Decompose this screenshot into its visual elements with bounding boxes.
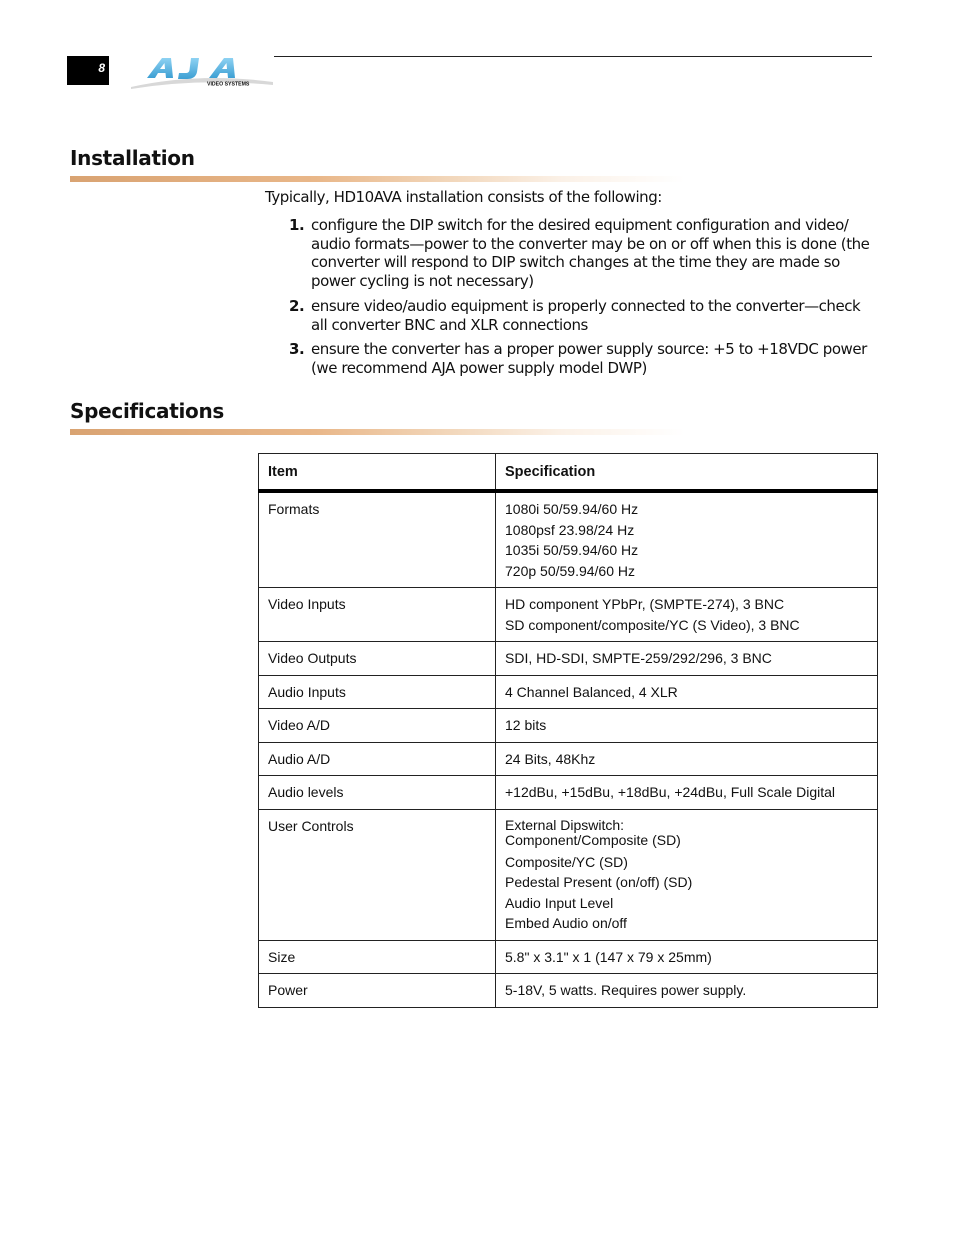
table-row — [259, 588, 878, 642]
table-row — [259, 709, 878, 743]
installation-divider — [70, 176, 685, 182]
spec-value-cell — [496, 742, 878, 776]
step-text: configure the DIP switch for the desired equipment configuration and video/ audio formats—power to the converter may be on or off when this is done (the converter will respond to DIP switch changes at the time they are made so power cycling is not necessary) — [311, 216, 870, 291]
installation-intro: Typically, HD10AVA installation consists of the following: — [265, 188, 662, 206]
spec-value-cell — [496, 491, 878, 588]
table-body — [259, 491, 878, 1007]
step-number: 3. — [289, 340, 305, 359]
spec-value-cell — [496, 588, 878, 642]
step-number: 2. — [289, 296, 305, 315]
table-row — [259, 675, 878, 709]
spec-item-cell — [259, 742, 496, 776]
spec-value: SDI, HD-SDI, SMPTE-259/292/296, 3 BNC — [505, 650, 772, 666]
table-row — [259, 642, 878, 676]
spec-item: Audio Inputs — [268, 683, 346, 700]
step-text: ensure video/audio equipment is properly connected to the converter—check all converter BNC and XLR connections — [311, 296, 861, 334]
spec-item: Video Inputs — [268, 596, 346, 612]
spec-value: 1080i 50/59.94/60 Hz — [505, 501, 639, 517]
spec-item-cell — [259, 491, 496, 588]
spec-item: Power — [268, 982, 308, 998]
spec-value: SD component/composite/YC (S Video), 3 BNC — [505, 616, 800, 633]
table-row — [259, 940, 878, 974]
spec-item: Audio A/D — [268, 750, 331, 767]
table-row — [259, 742, 878, 776]
spec-value: 1035i 50/59.94/60 Hz — [505, 542, 639, 558]
table-row — [259, 491, 878, 588]
spec-item-cell — [259, 940, 496, 974]
spec-value: +12dBu, +15dBu, +18dBu, +24dBu, Full Scale Digital — [505, 784, 836, 800]
spec-value-cell — [496, 809, 878, 940]
table-row — [259, 974, 878, 1008]
spec-value-cell — [496, 776, 878, 810]
spec-item-cell — [259, 974, 496, 1008]
spec-value: Embed Audio on/off — [505, 915, 627, 931]
page-number: 8 — [98, 61, 105, 75]
spec-item: Formats — [268, 501, 320, 517]
spec-item-cell — [259, 642, 496, 676]
spec-value: HD component YPbPr, (SMPTE-274), 3 BNC — [505, 596, 785, 612]
spec-value: 5.8" x 3.1" x 1 (147 x 79 x 25mm) — [505, 948, 712, 965]
step-number: 1. — [289, 216, 305, 234]
specifications-heading: Specifications — [70, 399, 225, 423]
spec-value-cell — [496, 675, 878, 709]
installation-heading: Installation — [70, 146, 195, 170]
spec-value: External Dipswitch: Component/Composite (SD) — [505, 816, 681, 848]
spec-value-cell — [496, 940, 878, 974]
list-item — [287, 340, 872, 377]
spec-item: User Controls — [268, 817, 354, 834]
logo-subtext: VIDEO SYSTEMS — [207, 81, 250, 88]
spec-item-cell — [259, 588, 496, 642]
table-row — [259, 776, 878, 810]
spec-value: Composite/YC (SD) — [505, 853, 628, 870]
step-text: ensure the converter has a proper power supply source: +5 to +18VDC power (we recommend AJA power supply model DWP) — [311, 340, 867, 377]
list-item — [287, 216, 872, 291]
page-number-box — [67, 56, 109, 85]
spec-value: 5-18V, 5 watts. Requires power supply. — [505, 982, 747, 998]
column-header-item: Item — [259, 454, 496, 492]
spec-value-cell — [496, 974, 878, 1008]
spec-item-cell — [259, 709, 496, 743]
table-row — [259, 809, 878, 940]
spec-value: 12 bits — [505, 717, 547, 733]
aja-logo — [129, 54, 275, 90]
spec-value: Audio Input Level — [505, 894, 614, 911]
spec-item: Audio levels — [268, 784, 344, 800]
spec-item-cell — [259, 675, 496, 709]
list-item — [287, 297, 872, 334]
spec-value-cell — [496, 709, 878, 743]
table-header-row — [259, 454, 878, 492]
spec-item: Video A/D — [268, 717, 331, 733]
spec-item: Size — [268, 948, 296, 965]
spec-item-cell — [259, 776, 496, 810]
specifications-divider — [70, 429, 685, 435]
header-rule — [274, 56, 872, 57]
spec-value: 1080psf 23.98/24 Hz — [505, 521, 635, 538]
specifications-table — [258, 453, 878, 1008]
column-header-specification: Specification — [496, 454, 878, 492]
spec-value: 24 Bits, 48Khz — [505, 750, 596, 767]
installation-steps — [287, 216, 872, 384]
spec-value: Pedestal Present (on/off) (SD) — [505, 874, 693, 890]
spec-item-cell — [259, 809, 496, 940]
spec-value: 4 Channel Balanced, 4 XLR — [505, 683, 678, 700]
spec-value: 720p 50/59.94/60 Hz — [505, 562, 635, 579]
spec-item: Video Outputs — [268, 650, 357, 666]
spec-value-cell — [496, 642, 878, 676]
